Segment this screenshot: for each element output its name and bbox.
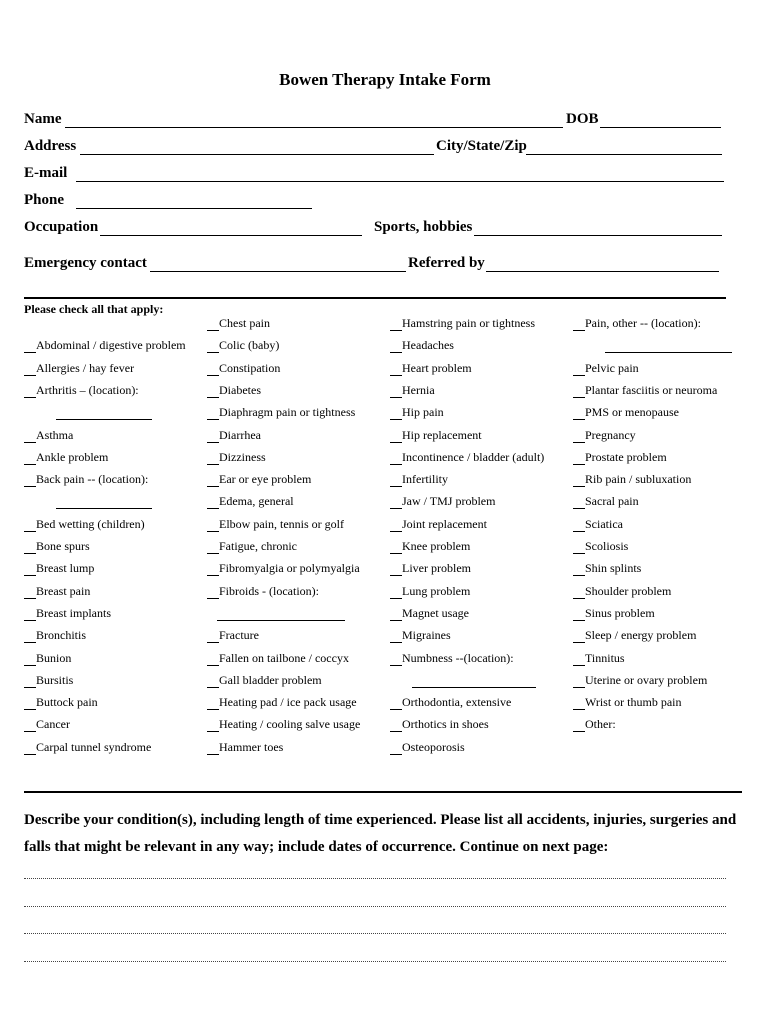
condition-label: Bursitis (36, 672, 74, 687)
condition-label: Sinus problem (585, 605, 655, 620)
condition-label: Knee problem (402, 539, 471, 553)
condition-label: Arthritis – (location): (36, 382, 139, 397)
condition-item[interactable] (390, 539, 470, 554)
condition-label: Shoulder problem (585, 583, 672, 598)
condition-item[interactable] (390, 651, 514, 666)
check-blank[interactable] (390, 498, 402, 509)
condition-item[interactable] (207, 539, 297, 554)
condition-label: Diaphragm pain or tightness (219, 405, 356, 420)
condition-label: Ear or eye problem (219, 472, 312, 487)
condition-label: Orthotics in shoes (402, 717, 489, 732)
condition-label: Rib pain / subluxation (585, 472, 692, 487)
condition-item[interactable] (390, 695, 511, 710)
dob-input[interactable] (600, 113, 721, 128)
email-input[interactable] (76, 167, 724, 182)
check-blank[interactable] (573, 655, 585, 666)
condition-label: Breast implants (36, 605, 111, 620)
check-blank[interactable] (573, 498, 585, 509)
check-blank[interactable] (573, 721, 585, 732)
condition-item[interactable] (390, 628, 451, 643)
condition-item[interactable] (207, 338, 279, 353)
check-blank[interactable] (390, 588, 402, 599)
check-blank[interactable] (573, 610, 585, 621)
condition-item[interactable] (390, 561, 471, 576)
check-blank[interactable] (390, 342, 402, 353)
condition-item[interactable] (207, 361, 280, 376)
condition-label: Diarrhea (219, 427, 261, 442)
check-blank[interactable] (207, 432, 219, 443)
condition-label: Bone spurs (36, 539, 90, 553)
check-blank[interactable] (24, 588, 36, 599)
condition-item[interactable] (390, 494, 495, 509)
condition-item[interactable] (24, 673, 73, 688)
condition-item[interactable] (207, 561, 360, 576)
condition-item[interactable] (390, 606, 469, 621)
condition-label: Joint replacement (402, 516, 487, 531)
sports-hobbies-input[interactable] (474, 221, 722, 236)
condition-label: Wrist or thumb pain (585, 695, 682, 710)
condition-item[interactable] (390, 316, 535, 331)
check-blank[interactable] (573, 476, 585, 487)
condition-item[interactable] (573, 405, 679, 420)
condition-item[interactable] (24, 472, 148, 487)
condition-item[interactable] (573, 651, 625, 666)
condition-item[interactable] (573, 428, 636, 443)
condition-item[interactable] (573, 584, 671, 599)
condition-label: Colic (baby) (219, 338, 280, 353)
condition-label: Heart problem (402, 360, 472, 375)
condition-label: Hammer toes (219, 739, 284, 754)
check-blank[interactable] (207, 721, 219, 732)
city-state-zip-input[interactable] (526, 140, 722, 155)
check-blank[interactable] (573, 677, 585, 688)
condition-label: Gall bladder problem (219, 672, 322, 687)
check-blank[interactable] (24, 342, 36, 353)
condition-label: Back pain -- (location): (36, 472, 149, 487)
condition-item[interactable] (573, 361, 639, 376)
check-blank[interactable] (573, 521, 585, 532)
check-blank[interactable] (573, 365, 585, 376)
condition-label: Ankle problem (36, 449, 109, 464)
condition-label: Sleep / energy problem (585, 628, 697, 643)
check-blank[interactable] (390, 610, 402, 621)
condition-item[interactable] (573, 450, 667, 465)
condition-item[interactable] (24, 695, 98, 710)
condition-label: Pain, other -- (location): (585, 316, 701, 330)
check-blank[interactable] (573, 565, 585, 576)
condition-item[interactable] (207, 494, 294, 509)
condition-label: Fatigue, chronic (219, 539, 297, 553)
condition-label: Infertility (402, 472, 448, 487)
check-blank[interactable] (207, 543, 219, 554)
check-blank[interactable] (24, 454, 36, 465)
condition-item[interactable] (24, 740, 151, 755)
check-blank[interactable] (207, 454, 219, 465)
condition-item[interactable] (573, 561, 641, 576)
condition-item[interactable] (24, 606, 111, 621)
condition-item[interactable] (573, 517, 623, 532)
check-blank[interactable] (207, 655, 219, 666)
condition-label: Buttock pain (36, 695, 98, 710)
check-blank[interactable] (390, 721, 402, 732)
name-label: Name (24, 111, 62, 127)
address-label: Address (24, 138, 77, 154)
condition-label: Uterine or ovary problem (585, 672, 708, 687)
condition-item[interactable] (573, 606, 655, 621)
check-blank[interactable] (573, 320, 585, 331)
condition-label: Hamstring pain or tightness (402, 316, 535, 330)
condition-label: Abdominal / digestive problem (36, 338, 186, 353)
condition-item[interactable] (207, 472, 311, 487)
condition-item[interactable] (24, 539, 90, 554)
check-blank[interactable] (207, 476, 219, 487)
sports-hobbies-label: Sports, hobbies (374, 219, 473, 235)
condition-item[interactable] (390, 383, 435, 398)
check-blank[interactable] (207, 409, 219, 420)
condition-item[interactable] (573, 383, 717, 398)
condition-item[interactable] (207, 383, 261, 398)
condition-item[interactable] (390, 405, 444, 420)
check-blank[interactable] (573, 432, 585, 443)
condition-item[interactable] (207, 740, 283, 755)
condition-label: Edema, general (219, 494, 294, 509)
phone-label: Phone (24, 192, 65, 208)
check-blank[interactable] (24, 543, 36, 554)
condition-label: Plantar fasciitis or neuroma (585, 382, 718, 397)
writing-line[interactable] (24, 878, 726, 879)
check-blank[interactable] (24, 632, 36, 643)
check-blank[interactable] (207, 632, 219, 643)
location-blank[interactable] (217, 620, 345, 621)
check-blank[interactable] (207, 365, 219, 376)
condition-label: Incontinence / bladder (adult) (402, 449, 545, 464)
name-input[interactable] (65, 113, 563, 128)
email-label: E-mail (24, 165, 68, 181)
occupation-input[interactable] (100, 221, 362, 236)
condition-label: Hip replacement (402, 427, 482, 442)
condition-item[interactable] (573, 717, 616, 732)
condition-label: Heating pad / ice pack usage (219, 695, 357, 710)
check-blank[interactable] (573, 409, 585, 420)
check-blank[interactable] (390, 565, 402, 576)
check-blank[interactable] (207, 498, 219, 509)
address-input[interactable] (80, 140, 434, 155)
check-blank[interactable] (207, 565, 219, 576)
check-blank[interactable] (207, 342, 219, 353)
condition-item[interactable] (390, 740, 465, 755)
section-divider-2 (24, 791, 742, 793)
description-prompt: Describe your condition(s), including length of time experienced. Please list all accidents, injuries, surgeries and falls that might be relevant in any way; include dates of occurrence. Continue on next page: (24, 812, 737, 855)
condition-label: Sacral pain (585, 494, 639, 509)
check-blank[interactable] (390, 543, 402, 554)
condition-label: Bunion (36, 650, 72, 665)
condition-label: Jaw / TMJ problem (402, 494, 496, 509)
condition-item[interactable] (390, 472, 448, 487)
check-blank[interactable] (207, 387, 219, 398)
check-blank[interactable] (573, 699, 585, 710)
check-blank[interactable] (24, 387, 36, 398)
check-blank[interactable] (207, 699, 219, 710)
condition-label: Hernia (402, 382, 435, 397)
condition-item[interactable] (24, 628, 86, 643)
check-blank[interactable] (390, 320, 402, 331)
condition-item[interactable] (24, 428, 73, 443)
condition-item[interactable] (207, 450, 266, 465)
condition-label: Fallen on tailbone / coccyx (219, 650, 349, 665)
condition-label: Orthodontia, extensive (402, 695, 512, 710)
check-blank[interactable] (24, 432, 36, 443)
condition-item[interactable] (390, 450, 544, 465)
condition-label: Allergies / hay fever (36, 360, 135, 375)
section-divider (24, 297, 726, 299)
check-blank[interactable] (24, 721, 36, 732)
phone-input[interactable] (76, 194, 312, 209)
condition-item[interactable] (24, 517, 145, 532)
condition-item[interactable] (390, 584, 470, 599)
condition-label: Cancer (36, 717, 70, 732)
condition-item[interactable] (207, 405, 355, 420)
condition-label: Dizziness (219, 449, 266, 464)
check-blank[interactable] (24, 365, 36, 376)
emergency-contact-label: Emergency contact (24, 255, 147, 271)
check-blank[interactable] (390, 744, 402, 755)
condition-item[interactable] (573, 472, 691, 487)
referred-by-input[interactable] (486, 257, 719, 272)
condition-label: Constipation (219, 360, 281, 375)
condition-label: Breast pain (36, 583, 91, 598)
condition-label: Bronchitis (36, 628, 86, 643)
condition-label: Scoliosis (585, 539, 629, 553)
condition-label: Carpal tunnel syndrome (36, 739, 152, 754)
checklist-heading: Please check all that apply: (24, 302, 164, 316)
condition-label: Headaches (402, 338, 454, 353)
condition-item[interactable] (573, 628, 696, 643)
city-state-zip-label: City/State/Zip (436, 138, 527, 154)
condition-label: Fibromyalgia or polymyalgia (219, 561, 360, 576)
condition-item[interactable] (207, 316, 270, 331)
condition-item[interactable] (24, 561, 94, 576)
condition-label: Shin splints (585, 561, 642, 576)
writing-line[interactable] (24, 961, 726, 962)
condition-label: Magnet usage (402, 605, 469, 620)
condition-label: PMS or menopause (585, 405, 679, 420)
condition-label: Pregnancy (585, 427, 636, 442)
writing-line[interactable] (24, 933, 726, 934)
condition-item[interactable] (573, 539, 628, 554)
condition-label: Liver problem (402, 561, 471, 576)
condition-label: Elbow pain, tennis or golf (219, 516, 344, 531)
location-blank[interactable] (412, 687, 536, 688)
check-blank[interactable] (207, 588, 219, 599)
check-blank[interactable] (390, 632, 402, 643)
check-blank[interactable] (573, 632, 585, 643)
condition-label: Prostate problem (585, 449, 667, 464)
condition-item[interactable] (390, 717, 489, 732)
condition-item[interactable] (24, 717, 70, 732)
condition-item[interactable] (390, 361, 472, 376)
check-blank[interactable] (573, 454, 585, 465)
condition-item[interactable] (24, 383, 139, 398)
condition-item[interactable] (207, 673, 322, 688)
condition-label: Migraines (402, 628, 451, 643)
check-blank[interactable] (24, 521, 36, 532)
check-blank[interactable] (390, 454, 402, 465)
condition-item[interactable] (573, 494, 639, 509)
occupation-label: Occupation (24, 219, 99, 235)
check-blank[interactable] (207, 521, 219, 532)
check-blank[interactable] (573, 387, 585, 398)
condition-item[interactable] (390, 428, 482, 443)
check-blank[interactable] (24, 655, 36, 666)
condition-label: Lung problem (402, 583, 471, 598)
condition-item[interactable] (207, 428, 261, 443)
condition-label: Fibroids - (location): (219, 583, 319, 598)
condition-item[interactable] (207, 584, 319, 599)
condition-item[interactable] (24, 361, 134, 376)
writing-line[interactable] (24, 906, 726, 907)
check-blank[interactable] (573, 588, 585, 599)
condition-item[interactable] (390, 517, 487, 532)
condition-label: Osteoporosis (402, 739, 465, 754)
check-blank[interactable] (390, 476, 402, 487)
condition-label: Fracture (219, 628, 259, 643)
condition-item[interactable] (573, 316, 701, 331)
condition-item[interactable] (207, 628, 259, 643)
check-blank[interactable] (390, 521, 402, 532)
condition-item[interactable] (207, 517, 344, 532)
check-blank[interactable] (24, 476, 36, 487)
condition-item[interactable] (207, 717, 360, 732)
check-blank[interactable] (573, 543, 585, 554)
check-blank[interactable] (390, 387, 402, 398)
check-blank[interactable] (24, 744, 36, 755)
condition-label: Asthma (36, 427, 74, 442)
condition-item[interactable] (207, 695, 357, 710)
check-blank[interactable] (24, 565, 36, 576)
location-blank[interactable] (605, 352, 732, 353)
check-blank[interactable] (390, 699, 402, 710)
condition-label: Pelvic pain (585, 360, 639, 375)
condition-item[interactable] (24, 450, 108, 465)
check-blank[interactable] (207, 677, 219, 688)
check-blank[interactable] (390, 432, 402, 443)
condition-label: Breast lump (36, 561, 95, 576)
condition-label: Other: (585, 717, 616, 732)
location-blank[interactable] (56, 419, 152, 420)
condition-item[interactable] (24, 338, 186, 353)
check-blank[interactable] (207, 744, 219, 755)
condition-label: Tinnitus (585, 650, 625, 665)
emergency-contact-input[interactable] (150, 257, 406, 272)
check-blank[interactable] (390, 409, 402, 420)
condition-item[interactable] (207, 651, 349, 666)
check-blank[interactable] (207, 320, 219, 331)
condition-label: Numbness --(location): (402, 650, 514, 665)
condition-label: Chest pain (219, 316, 270, 330)
condition-label: Heating / cooling salve usage (219, 717, 361, 732)
form-title: Bowen Therapy Intake Form (279, 70, 491, 89)
condition-label: Bed wetting (children) (36, 516, 145, 531)
location-blank[interactable] (56, 508, 152, 509)
condition-item[interactable] (24, 584, 90, 599)
condition-item[interactable] (573, 695, 682, 710)
condition-label: Sciatica (585, 516, 623, 531)
condition-item[interactable] (390, 338, 454, 353)
condition-label: Hip pain (402, 405, 444, 420)
dob-label: DOB (566, 111, 599, 127)
check-blank[interactable] (24, 677, 36, 688)
check-blank[interactable] (24, 699, 36, 710)
check-blank[interactable] (24, 610, 36, 621)
condition-item[interactable] (573, 673, 707, 688)
check-blank[interactable] (390, 365, 402, 376)
referred-by-label: Referred by (408, 255, 485, 271)
check-blank[interactable] (390, 655, 402, 666)
condition-label: Diabetes (219, 382, 261, 397)
condition-item[interactable] (24, 651, 71, 666)
